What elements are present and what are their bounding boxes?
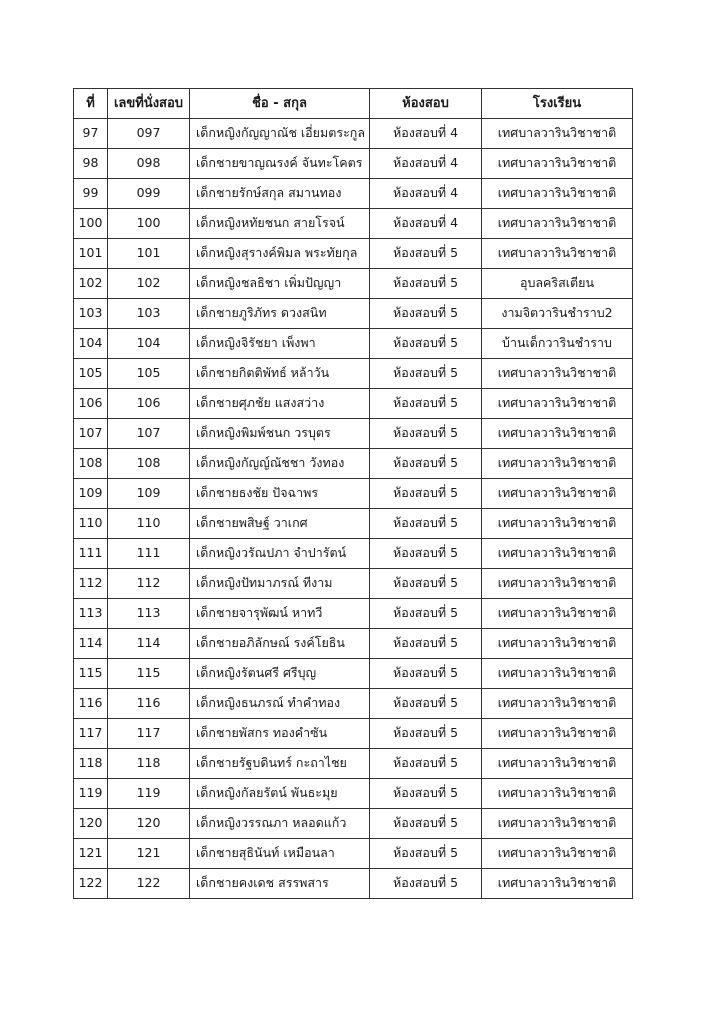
table-row — [74, 599, 633, 629]
cell-seat-number: 106 — [108, 389, 190, 419]
cell-exam-room: ห้องสอบที่ 5 — [370, 599, 482, 629]
table-row — [74, 209, 633, 239]
cell-school: เทศบาลวารินวิชาชาติ — [482, 689, 633, 719]
cell-exam-room: ห้องสอบที่ 5 — [370, 629, 482, 659]
cell-no: 117 — [74, 719, 108, 749]
cell-seat-number: 121 — [108, 839, 190, 869]
cell-no: 98 — [74, 149, 108, 179]
cell-no: 97 — [74, 119, 108, 149]
table-row — [74, 239, 633, 269]
cell-name: เด็กชายอภิลักษณ์ รงค์โยธิน — [190, 629, 370, 659]
cell-no: 101 — [74, 239, 108, 269]
cell-name: เด็กหญิงปัทมาภรณ์ ทีงาม — [190, 569, 370, 599]
cell-no: 120 — [74, 809, 108, 839]
cell-no: 121 — [74, 839, 108, 869]
header-school: โรงเรียน — [482, 89, 633, 119]
cell-no: 102 — [74, 269, 108, 299]
cell-exam-room: ห้องสอบที่ 5 — [370, 449, 482, 479]
cell-seat-number: 110 — [108, 509, 190, 539]
table-row — [74, 839, 633, 869]
table-row — [74, 539, 633, 569]
cell-school: อุบลคริสเตียน — [482, 269, 633, 299]
cell-exam-room: ห้องสอบที่ 5 — [370, 749, 482, 779]
cell-no: 100 — [74, 209, 108, 239]
cell-seat-number: 120 — [108, 809, 190, 839]
cell-no: 106 — [74, 389, 108, 419]
cell-name: เด็กชายพัสกร ทองคำซัน — [190, 719, 370, 749]
cell-school: เทศบาลวารินวิชาชาติ — [482, 119, 633, 149]
cell-no: 99 — [74, 179, 108, 209]
cell-no: 115 — [74, 659, 108, 689]
cell-seat-number: 112 — [108, 569, 190, 599]
table-row — [74, 629, 633, 659]
cell-seat-number: 100 — [108, 209, 190, 239]
cell-no: 118 — [74, 749, 108, 779]
cell-exam-room: ห้องสอบที่ 5 — [370, 239, 482, 269]
cell-name: เด็กหญิงกัญญ์ณัชชา วังทอง — [190, 449, 370, 479]
cell-no: 107 — [74, 419, 108, 449]
cell-no: 105 — [74, 359, 108, 389]
cell-seat-number: 102 — [108, 269, 190, 299]
cell-no: 110 — [74, 509, 108, 539]
cell-school: เทศบาลวารินวิชาชาติ — [482, 629, 633, 659]
cell-name: เด็กหญิงสุรางค์พิมล พระทัยกุล — [190, 239, 370, 269]
cell-no: 113 — [74, 599, 108, 629]
table-body — [74, 119, 633, 899]
cell-school: บ้านเด็กวารินชำราบ — [482, 329, 633, 359]
table-row — [74, 719, 633, 749]
cell-name: เด็กชายศุภชัย แสงสว่าง — [190, 389, 370, 419]
cell-name: เด็กชายกิตติพัทธ์ หล้าวัน — [190, 359, 370, 389]
cell-school: เทศบาลวารินวิชาชาติ — [482, 419, 633, 449]
cell-seat-number: 116 — [108, 689, 190, 719]
cell-exam-room: ห้องสอบที่ 5 — [370, 539, 482, 569]
table-row — [74, 659, 633, 689]
cell-name: เด็กหญิงกัญญาณัช เอี่ยมตระกูล — [190, 119, 370, 149]
cell-name: เด็กหญิงชลธิชา เพิ่มปัญญา — [190, 269, 370, 299]
cell-exam-room: ห้องสอบที่ 4 — [370, 149, 482, 179]
cell-seat-number: 111 — [108, 539, 190, 569]
cell-school: เทศบาลวารินวิชาชาติ — [482, 749, 633, 779]
table-row — [74, 269, 633, 299]
cell-school: เทศบาลวารินวิชาชาติ — [482, 869, 633, 899]
cell-name: เด็กหญิงรัตนศรี ศรีบุญ — [190, 659, 370, 689]
cell-name: เด็กชายภูริภัทร ดวงสนิท — [190, 299, 370, 329]
table-row — [74, 329, 633, 359]
cell-school: เทศบาลวารินวิชาชาติ — [482, 509, 633, 539]
table-row — [74, 419, 633, 449]
table-row — [74, 389, 633, 419]
cell-no: 112 — [74, 569, 108, 599]
cell-name: เด็กชายสุธินันท์ เหมือนลา — [190, 839, 370, 869]
cell-seat-number: 119 — [108, 779, 190, 809]
cell-name: เด็กหญิงวรรณภา หลอดแก้ว — [190, 809, 370, 839]
cell-seat-number: 099 — [108, 179, 190, 209]
cell-school: เทศบาลวารินวิชาชาติ — [482, 569, 633, 599]
header-name: ชื่อ - สกุล — [190, 89, 370, 119]
cell-exam-room: ห้องสอบที่ 5 — [370, 689, 482, 719]
cell-seat-number: 115 — [108, 659, 190, 689]
cell-seat-number: 097 — [108, 119, 190, 149]
cell-name: เด็กหญิงพิมพ์ชนก วรบุตร — [190, 419, 370, 449]
cell-school: เทศบาลวารินวิชาชาติ — [482, 779, 633, 809]
table-row — [74, 359, 633, 389]
table-row — [74, 179, 633, 209]
cell-no: 114 — [74, 629, 108, 659]
cell-seat-number: 109 — [108, 479, 190, 509]
cell-school: เทศบาลวารินวิชาชาติ — [482, 839, 633, 869]
table-header-row — [74, 89, 633, 119]
cell-exam-room: ห้องสอบที่ 5 — [370, 869, 482, 899]
cell-seat-number: 122 — [108, 869, 190, 899]
cell-name: เด็กชายขาญณรงค์ จันทะโคตร — [190, 149, 370, 179]
cell-exam-room: ห้องสอบที่ 5 — [370, 269, 482, 299]
cell-seat-number: 098 — [108, 149, 190, 179]
cell-exam-room: ห้องสอบที่ 5 — [370, 329, 482, 359]
table-row — [74, 869, 633, 899]
cell-exam-room: ห้องสอบที่ 4 — [370, 119, 482, 149]
cell-exam-room: ห้องสอบที่ 4 — [370, 209, 482, 239]
table-row — [74, 779, 633, 809]
cell-name: เด็กหญิงวรัณปภา จำปารัตน์ — [190, 539, 370, 569]
cell-seat-number: 114 — [108, 629, 190, 659]
cell-no: 119 — [74, 779, 108, 809]
cell-exam-room: ห้องสอบที่ 5 — [370, 389, 482, 419]
cell-seat-number: 101 — [108, 239, 190, 269]
cell-school: เทศบาลวารินวิชาชาติ — [482, 239, 633, 269]
cell-school: เทศบาลวารินวิชาชาติ — [482, 359, 633, 389]
cell-school: เทศบาลวารินวิชาชาติ — [482, 149, 633, 179]
cell-school: เทศบาลวารินวิชาชาติ — [482, 659, 633, 689]
table-row — [74, 149, 633, 179]
cell-school: เทศบาลวารินวิชาชาติ — [482, 389, 633, 419]
cell-school: เทศบาลวารินวิชาชาติ — [482, 719, 633, 749]
header-exam-room: ห้องสอบ — [370, 89, 482, 119]
cell-exam-room: ห้องสอบที่ 5 — [370, 659, 482, 689]
cell-seat-number: 108 — [108, 449, 190, 479]
header-seat-number: เลขที่นั่งสอบ — [108, 89, 190, 119]
cell-exam-room: ห้องสอบที่ 5 — [370, 839, 482, 869]
cell-no: 116 — [74, 689, 108, 719]
cell-seat-number: 118 — [108, 749, 190, 779]
cell-school: เทศบาลวารินวิชาชาติ — [482, 599, 633, 629]
cell-exam-room: ห้องสอบที่ 5 — [370, 719, 482, 749]
cell-seat-number: 105 — [108, 359, 190, 389]
cell-exam-room: ห้องสอบที่ 5 — [370, 569, 482, 599]
table-row — [74, 299, 633, 329]
cell-school: เทศบาลวารินวิชาชาติ — [482, 209, 633, 239]
cell-name: เด็กหญิงกัลยรัตน์ พันธะมุย — [190, 779, 370, 809]
cell-school: เทศบาลวารินวิชาชาติ — [482, 179, 633, 209]
cell-exam-room: ห้องสอบที่ 5 — [370, 779, 482, 809]
cell-no: 108 — [74, 449, 108, 479]
table-row — [74, 509, 633, 539]
table-row — [74, 569, 633, 599]
cell-exam-room: ห้องสอบที่ 5 — [370, 509, 482, 539]
table-row — [74, 749, 633, 779]
cell-seat-number: 107 — [108, 419, 190, 449]
cell-school: งามจิตวารินชำราบ2 — [482, 299, 633, 329]
cell-no: 111 — [74, 539, 108, 569]
cell-exam-room: ห้องสอบที่ 4 — [370, 179, 482, 209]
cell-no: 104 — [74, 329, 108, 359]
cell-name: เด็กชายธงชัย ปัจฉาพร — [190, 479, 370, 509]
cell-name: เด็กชายคงเดช สรรพสาร — [190, 869, 370, 899]
cell-school: เทศบาลวารินวิชาชาติ — [482, 809, 633, 839]
cell-name: เด็กชายรักษ์สกุล สมานทอง — [190, 179, 370, 209]
cell-name: เด็กหญิงธนภรณ์ ทำคำทอง — [190, 689, 370, 719]
table-row — [74, 479, 633, 509]
cell-school: เทศบาลวารินวิชาชาติ — [482, 449, 633, 479]
cell-name: เด็กชายรัฐบดินทร์ กะถาไชย — [190, 749, 370, 779]
cell-seat-number: 104 — [108, 329, 190, 359]
cell-exam-room: ห้องสอบที่ 5 — [370, 809, 482, 839]
cell-exam-room: ห้องสอบที่ 5 — [370, 359, 482, 389]
cell-name: เด็กหญิงหทัยชนก สายโรจน์ — [190, 209, 370, 239]
cell-no: 103 — [74, 299, 108, 329]
cell-name: เด็กชายพสิษฐ์ วาเกศ — [190, 509, 370, 539]
cell-exam-room: ห้องสอบที่ 5 — [370, 479, 482, 509]
table-row — [74, 449, 633, 479]
header-no: ที่ — [74, 89, 108, 119]
table-row — [74, 689, 633, 719]
exam-roster-table — [73, 88, 633, 899]
cell-seat-number: 113 — [108, 599, 190, 629]
cell-exam-room: ห้องสอบที่ 5 — [370, 419, 482, 449]
cell-seat-number: 103 — [108, 299, 190, 329]
cell-school: เทศบาลวารินวิชาชาติ — [482, 479, 633, 509]
cell-seat-number: 117 — [108, 719, 190, 749]
cell-no: 109 — [74, 479, 108, 509]
cell-name: เด็กหญิงจิรัชยา เพ็งพา — [190, 329, 370, 359]
cell-exam-room: ห้องสอบที่ 5 — [370, 299, 482, 329]
cell-school: เทศบาลวารินวิชาชาติ — [482, 539, 633, 569]
table-row — [74, 119, 633, 149]
cell-no: 122 — [74, 869, 108, 899]
table-row — [74, 809, 633, 839]
cell-name: เด็กชายจารุพัฒน์ หาทวี — [190, 599, 370, 629]
